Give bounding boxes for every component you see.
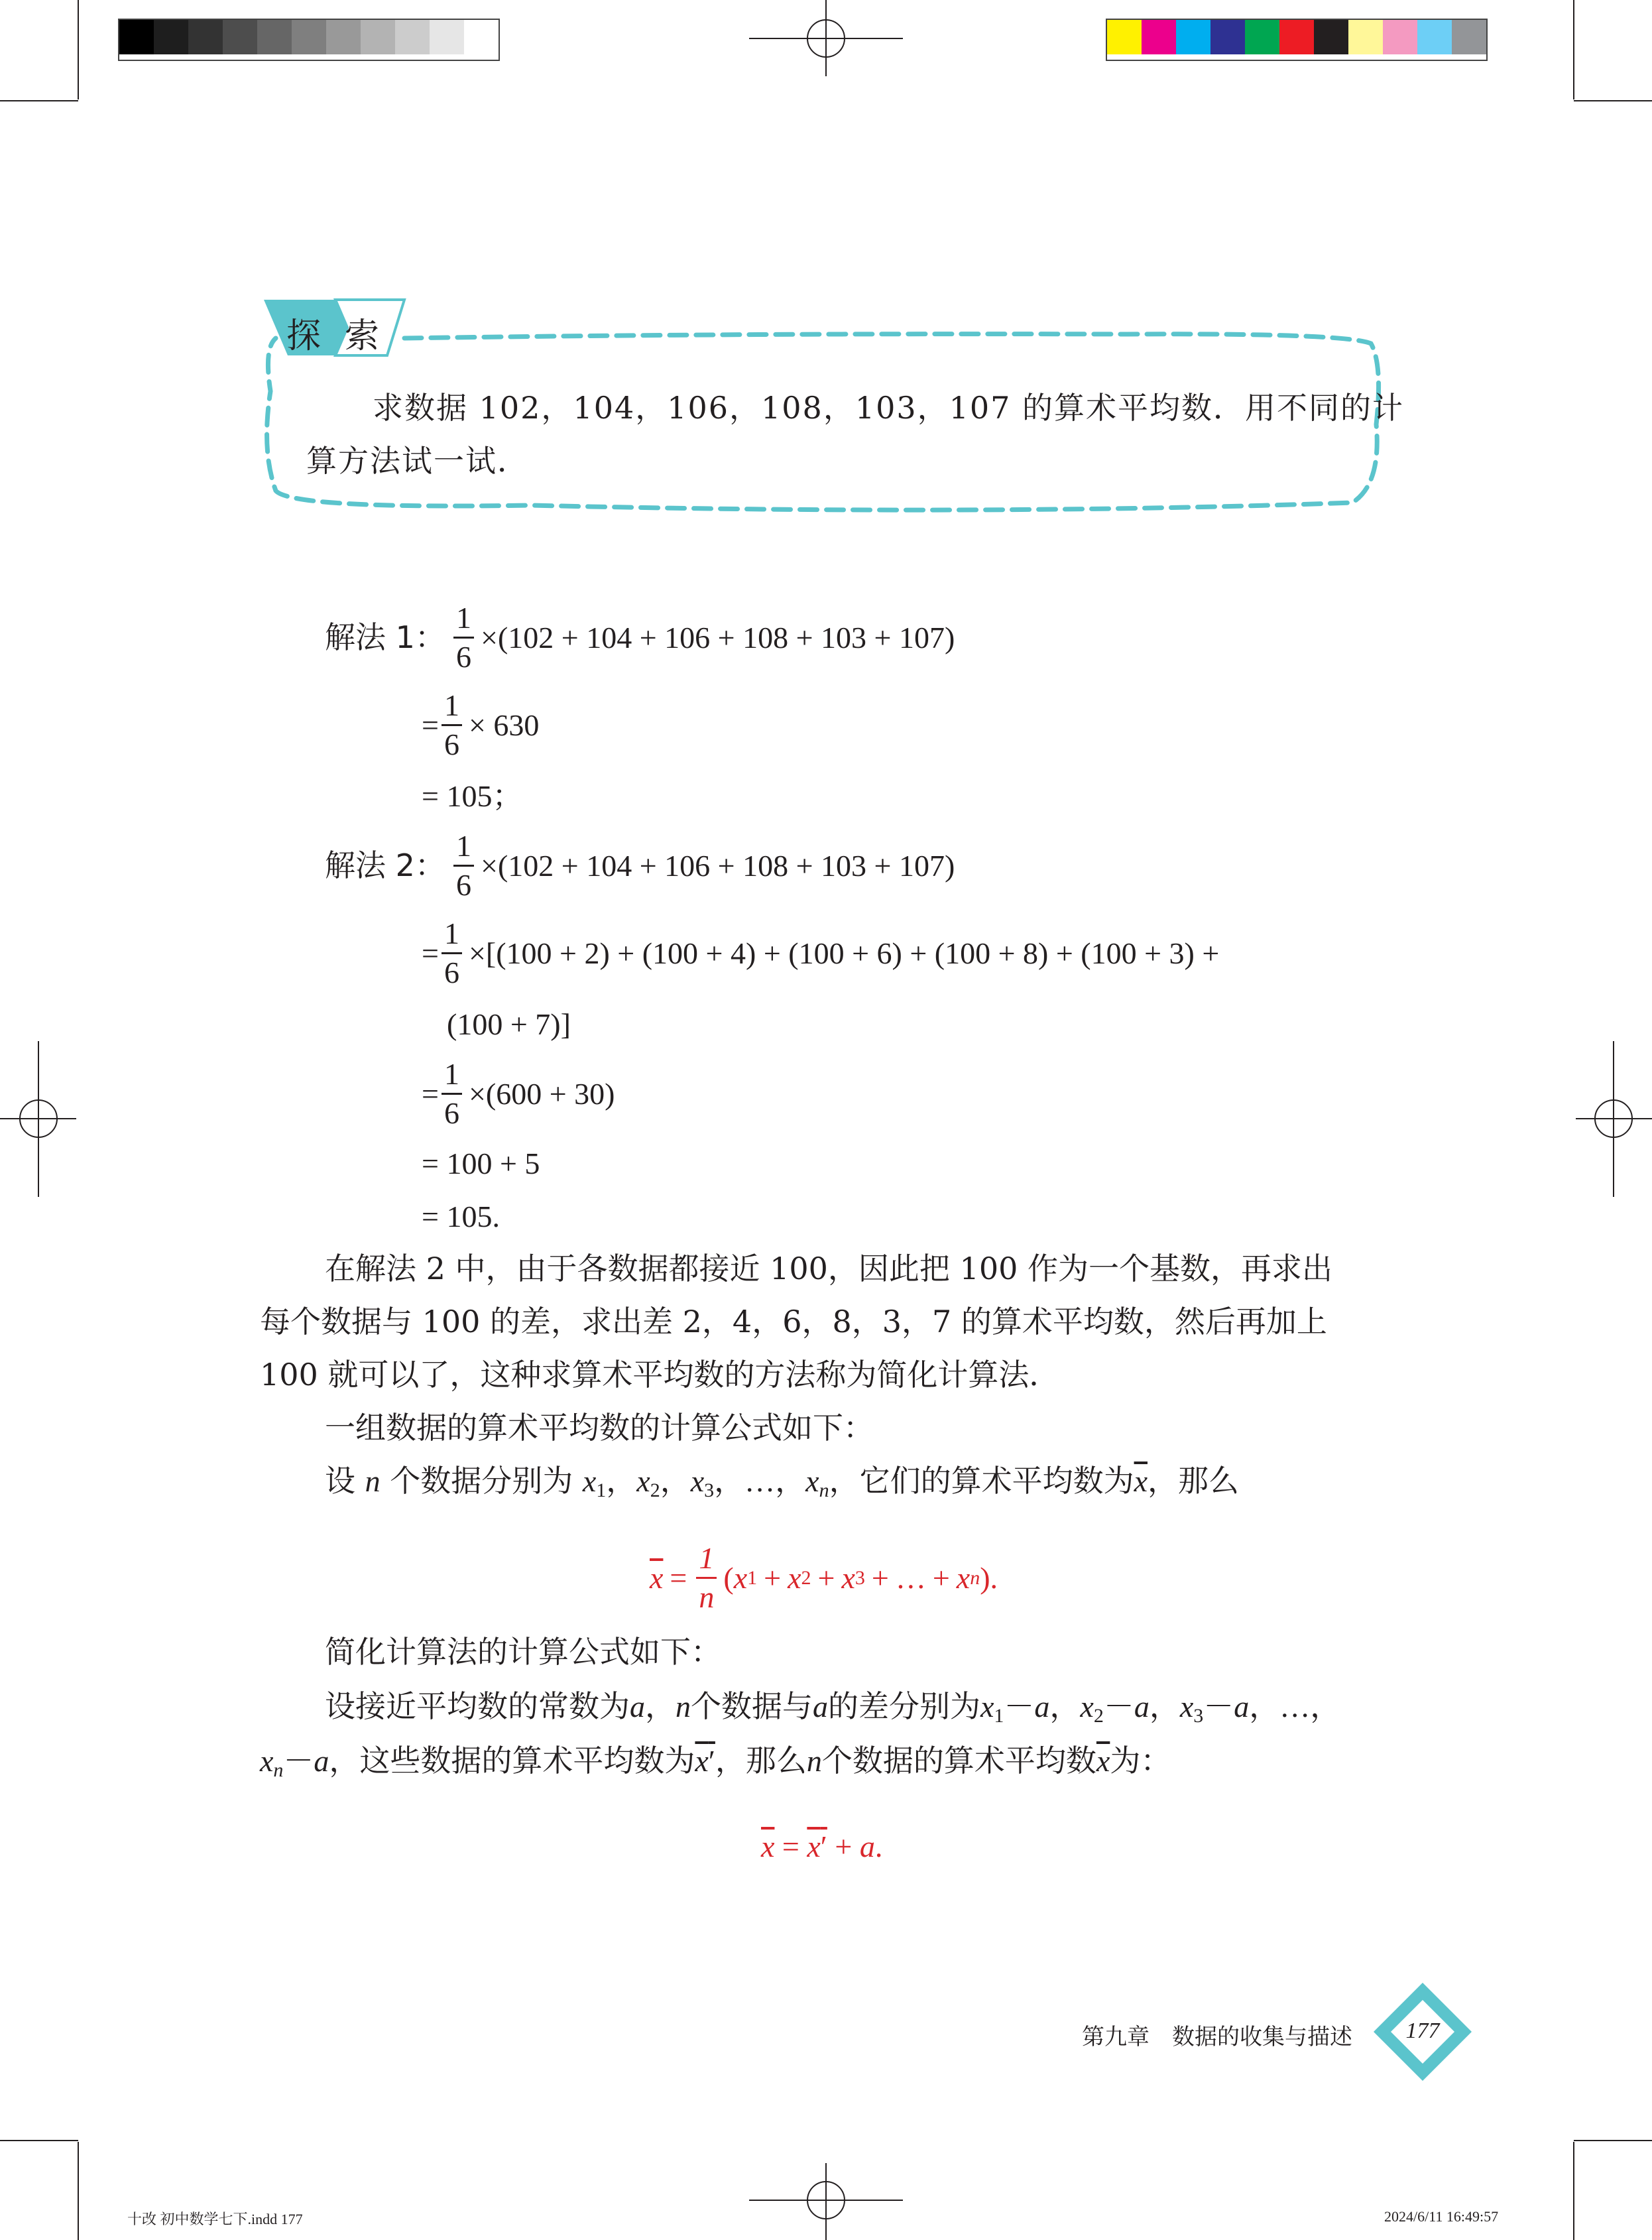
x-bar: $\overline{x}$ bbox=[1096, 1744, 1110, 1778]
registration-mark-right bbox=[1576, 1041, 1652, 1197]
paragraph-4: 简化计算法的计算公式如下： bbox=[325, 1634, 721, 1670]
file-slug: 十改 初中数学七下.indd 177 bbox=[127, 2211, 303, 2227]
solution-1-product: × 630 bbox=[468, 708, 540, 742]
solution-2-row-1 bbox=[451, 830, 955, 902]
fraction-one-sixth: $\frac{1}{6}$ bbox=[442, 690, 462, 761]
explore-text-line-2: 算方法试一试． bbox=[306, 443, 529, 479]
explore-badge-char-2: 索 bbox=[345, 316, 380, 356]
fraction-one-over-n: $\frac{1}{n}$ bbox=[696, 1542, 717, 1614]
paragraph-1-line-3: 100 就可以了，这种求算术平均数的方法称为简化计算法． bbox=[260, 1357, 1060, 1393]
x-bar: $\overline{x}$ bbox=[761, 1830, 775, 1863]
fraction-one-sixth: $\frac{1}{6}$ bbox=[442, 918, 462, 989]
fraction-one-sixth: $\frac{1}{6}$ bbox=[442, 1058, 462, 1130]
explore-text-line-1: 求数据 102，104，106，108，103，107 的算术平均数．用不同的计 bbox=[373, 390, 1405, 426]
solution-1-result: = 105； bbox=[422, 779, 523, 813]
explore-badge-char-1: 探 bbox=[286, 316, 322, 356]
solution-2-row-3: (100 + 7)] bbox=[447, 1007, 571, 1041]
paragraph-2: 一组数据的算术平均数的计算公式如下： bbox=[325, 1410, 874, 1446]
paragraph-1-line-1: 在解法 2 中，由于各数据都接近 100，因此把 100 作为一个基数，再求出 bbox=[325, 1251, 1332, 1286]
fraction-one-sixth: $\frac{1}{6}$ bbox=[453, 602, 474, 674]
x-bar: $\overline{x}$ bbox=[650, 1560, 664, 1595]
print-timestamp: 2024/6/11 16:49:57 bbox=[1384, 2208, 1499, 2225]
solution-2-row-2 bbox=[422, 918, 1219, 989]
registration-mark-left bbox=[0, 1041, 76, 1197]
solution-1-expression: ×(102 + 104 + 106 + 108 + 103 + 107) bbox=[481, 620, 955, 654]
solution-2-sum: ×(600 + 30) bbox=[468, 1076, 615, 1111]
solution-2-row-5: = 100 + 5 bbox=[422, 1147, 540, 1180]
solution-1-label: 解法 1： bbox=[325, 619, 445, 655]
x-bar: $\overline{x}$ bbox=[1134, 1464, 1148, 1498]
solution-2-expression: ×(102 + 104 + 106 + 108 + 103 + 107) bbox=[481, 848, 955, 883]
equals-sign: = bbox=[422, 936, 439, 970]
solution-2-decomposition: ×[(100 + 2) + (100 + 4) + (100 + 6) + (100 + 8) + (100 + 3) + bbox=[468, 936, 1220, 970]
paragraph-1-line-2: 每个数据与 100 的差，求出差 2，4，6，8，3，7 的算术平均数，然后再加上 bbox=[260, 1304, 1327, 1339]
x-bar-prime: $\overline{x}$ bbox=[695, 1744, 709, 1778]
solution-2-label: 解法 2： bbox=[325, 847, 445, 883]
paragraph-3: 设 n 个数据分别为 $x_1$，$x_2$，$x_3$，…，$x_n$，它们的算术平均数为$\overline{x}$，那么 bbox=[325, 1463, 1239, 1501]
mean-formula: $\overline{x}$ = $\frac{1}{n}$ ( x 1 + x 2 + x 3 + … + x n ) . bbox=[650, 1541, 998, 1615]
equals-sign: = bbox=[422, 708, 439, 742]
x-bar-prime: $\overline{x}$ bbox=[807, 1830, 821, 1863]
paragraph-5: 设接近平均数的常数为a，n个数据与a的差分别为$x_1-a$，$x_2-a$，$x_3-a$，…， bbox=[325, 1688, 1341, 1727]
explore-badge-shape bbox=[257, 297, 410, 358]
page-number: 177 bbox=[1405, 2019, 1440, 2043]
chapter-title: 第九章 数据的收集与描述 bbox=[1082, 2024, 1352, 2050]
solution-2-result: = 105. bbox=[422, 1200, 500, 1233]
solution-2-row-4 bbox=[422, 1058, 615, 1130]
fraction-one-sixth: $\frac{1}{6}$ bbox=[453, 830, 474, 902]
explore-badge bbox=[257, 297, 410, 358]
simplified-formula: $\overline{x} = \overline{x}' + a$. bbox=[761, 1830, 883, 1863]
solution-1-row-2 bbox=[422, 690, 539, 761]
solution-1-row-1 bbox=[451, 602, 955, 674]
registration-mark-bottom bbox=[749, 2163, 903, 2240]
equals-sign: = bbox=[422, 1076, 439, 1111]
paragraph-6: $x_n-a$，这些数据的算术平均数为$\overline{x}'$，那么n个数据的算术平均数$\overline{x}$为： bbox=[260, 1743, 1171, 1781]
registration-mark-top bbox=[749, 0, 903, 76]
